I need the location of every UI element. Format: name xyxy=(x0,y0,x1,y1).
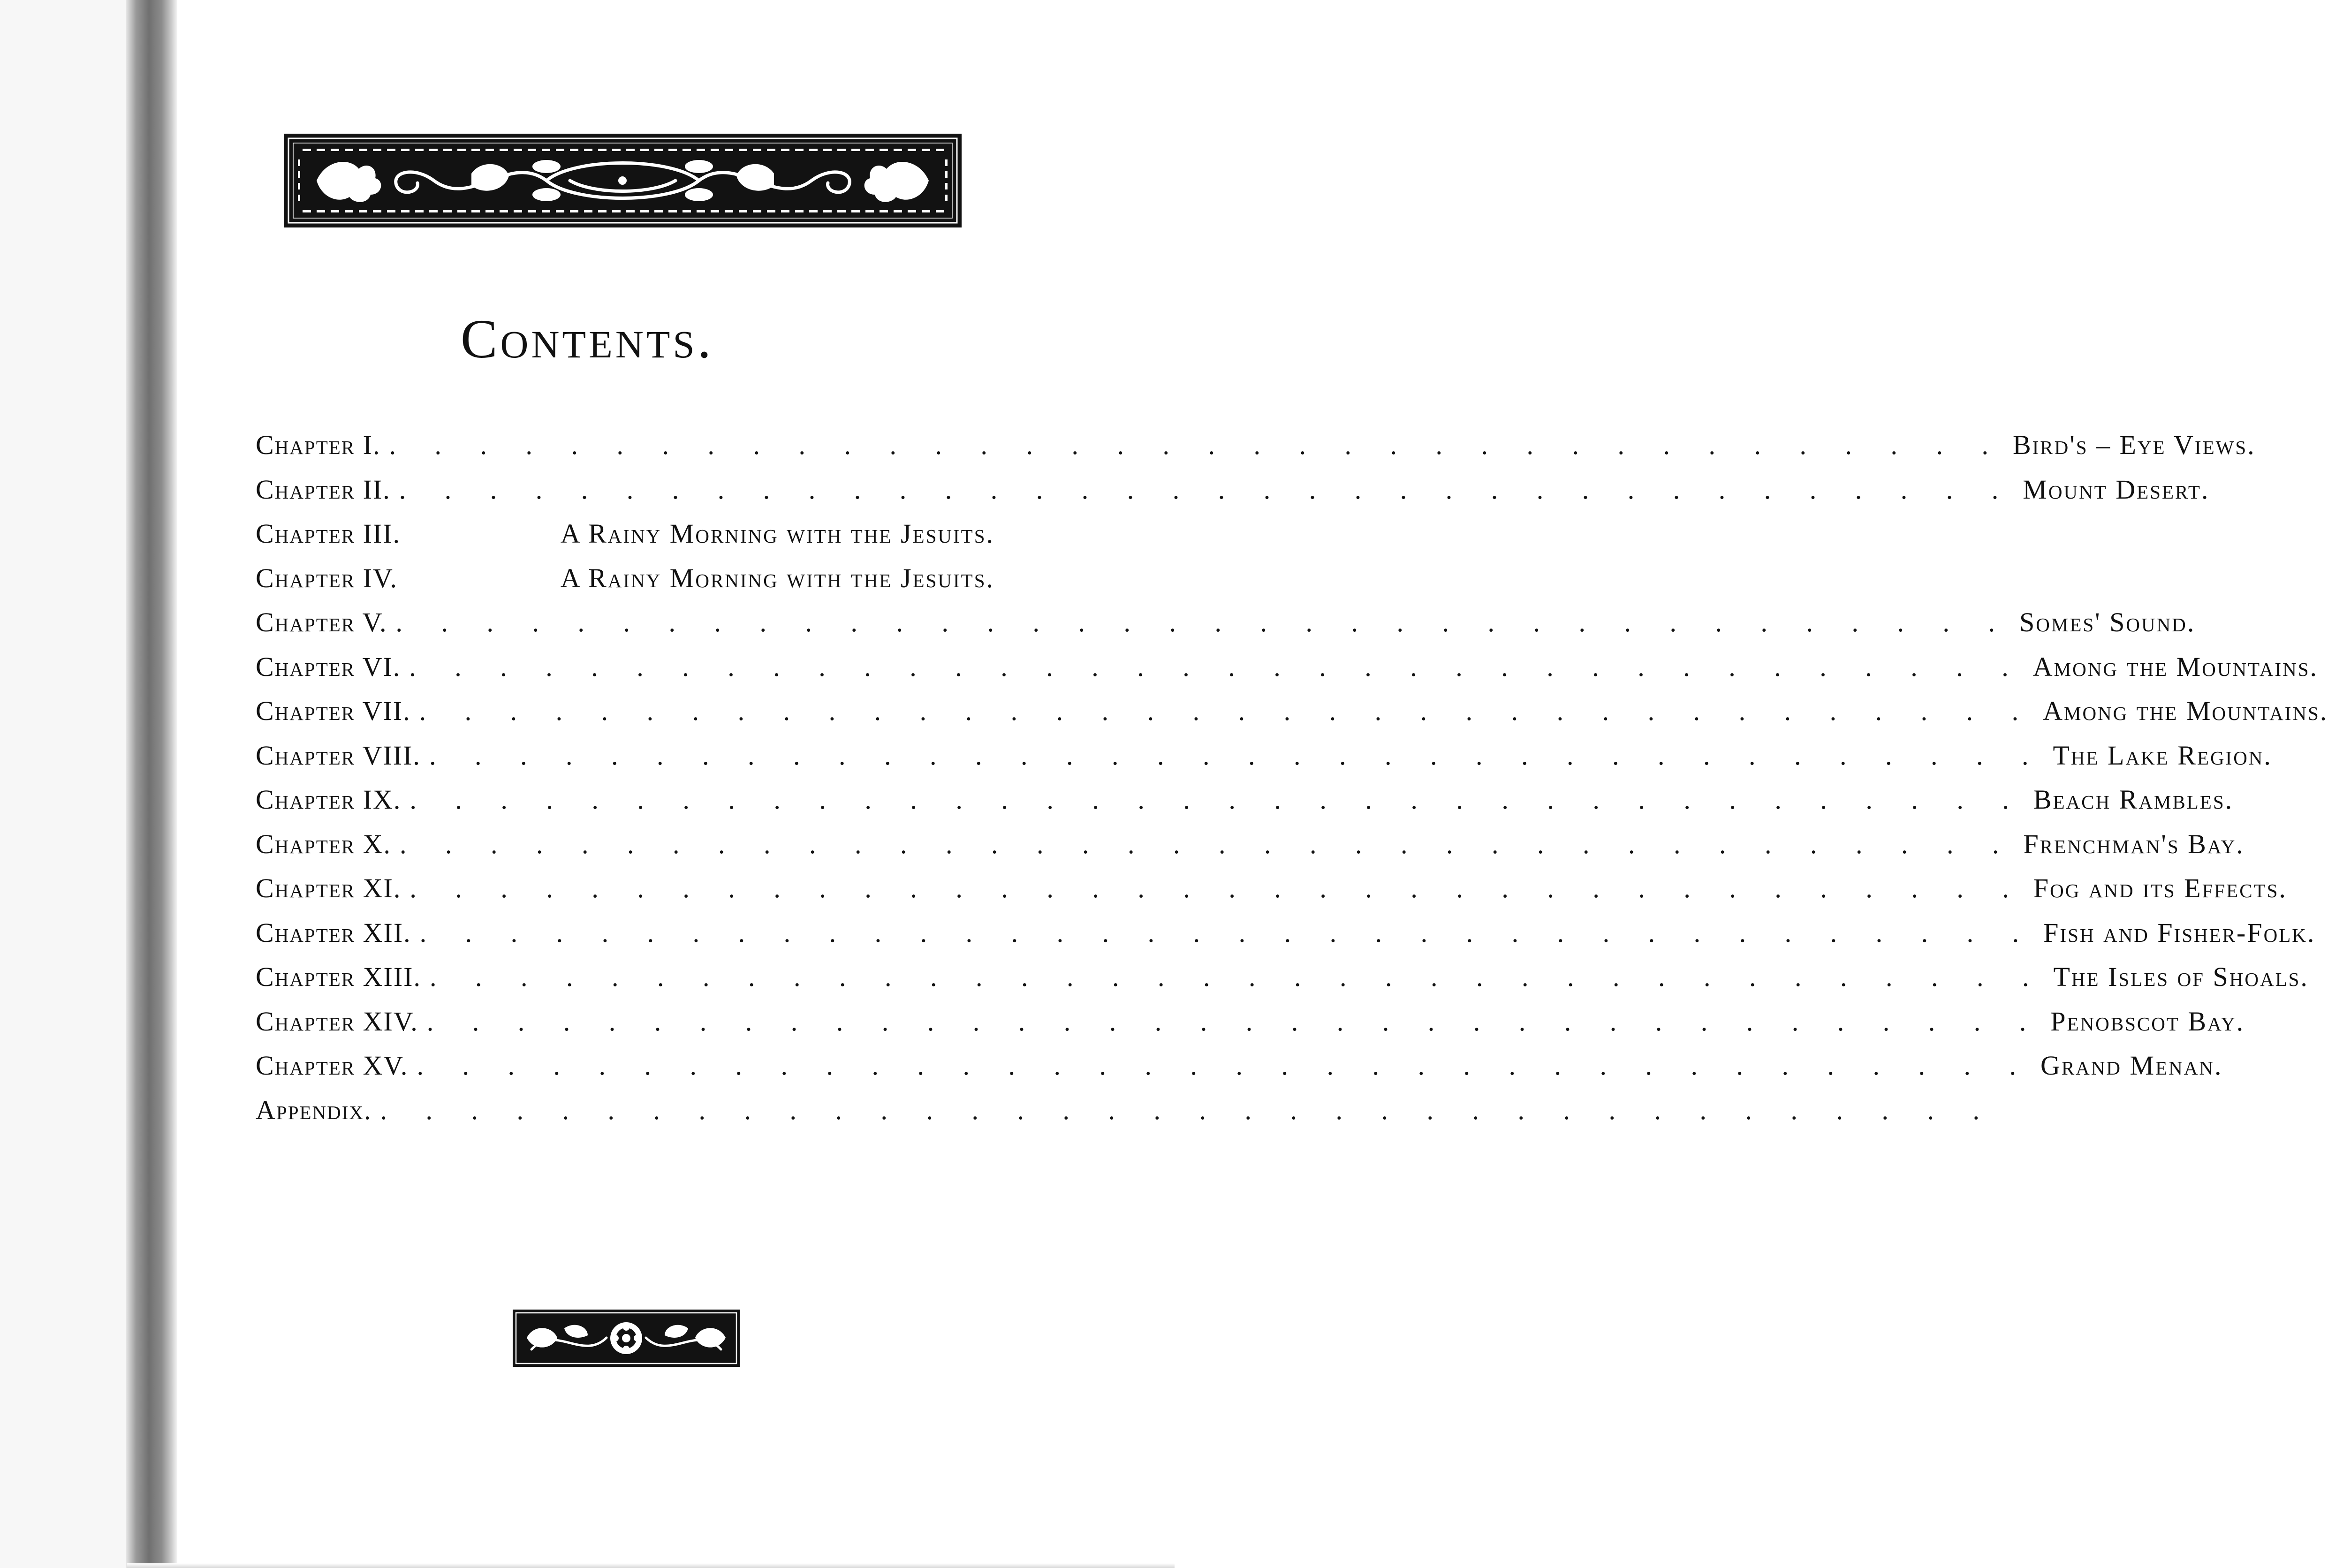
chapter-number: Chapter XIV. xyxy=(256,1006,418,1037)
chapter-title: The Lake Region. xyxy=(2053,740,2272,771)
chapter-number: Chapter V. xyxy=(256,607,387,637)
toc-row xyxy=(256,1094,1996,1139)
chapter-number: Chapter I. xyxy=(256,430,381,460)
toc-row xyxy=(256,872,2287,917)
toc-row xyxy=(256,1050,2223,1094)
chapter-title: Beach Rambles. xyxy=(2033,784,2234,815)
dot-leader: . . . . . . . . . . . . . . . . . . . . . . . . . . . . . . . . . . . . xyxy=(417,1050,2032,1081)
chapter-title: Grand Menan. xyxy=(2040,1050,2223,1081)
dot-leader: . . . . . . . . . . . . . . . . . . . . . . . . . . . . . . . . . . . . xyxy=(399,474,2015,505)
dot-leader: . . . . . . . . . . . . . . . . . . . . . . . . . . . . . . . . . . . . xyxy=(409,651,2025,682)
dot-leader: . . . . . . . . . . . . . . . . . . . . . . . . . . . . . . . . . . . . xyxy=(395,607,2011,637)
chapter-number: Chapter IV. xyxy=(256,562,398,593)
chapter-title: The Isles of Shoals. xyxy=(2053,962,2309,992)
chapter-title: Bird's – Eye Views. xyxy=(2012,430,2256,460)
chapter-title: Fog and its Effects. xyxy=(2033,873,2287,903)
page-bottom-edge xyxy=(127,1563,1175,1568)
dot-leader: . . . . . . . . . . . . . . . . . . . . . . . . . . . . . . . . . . . . xyxy=(409,873,2025,903)
dot-leader: . . . . . . . . . . . . . . . . . . . . . . . . . . . . . . . . . . . . xyxy=(389,430,2004,460)
chapter-title: A Rainy Morning with the Jesuits. xyxy=(560,562,994,593)
page-title: Contents. xyxy=(460,308,714,370)
chapter-title: Frenchman's Bay. xyxy=(2023,828,2245,859)
toc-row xyxy=(256,606,2196,651)
chapter-number: Chapter XI. xyxy=(256,873,402,903)
toc-row xyxy=(256,518,994,562)
chapter-number: Appendix. xyxy=(256,1094,372,1125)
toc-row xyxy=(256,828,2245,873)
dot-leader: . . . . . . . . . . . . . . . . . . . . . . . . . . . . . . . . . . . . xyxy=(429,740,2045,771)
chapter-title: Penobscot Bay. xyxy=(2050,1006,2245,1037)
dot-leader: . . . . . . . . . . . . . . . . . . . . . . . . . . . . . . . . . . . . xyxy=(409,784,2025,815)
toc-row xyxy=(256,1006,2245,1050)
chapter-number: Chapter VIII. xyxy=(256,740,421,771)
table-of-contents xyxy=(256,429,2328,1138)
left-page-edge xyxy=(0,0,129,1568)
dot-leader: . . . . . . . . . . . . . . . . . . . . . . . . . . . . . . . . . . . . xyxy=(419,696,2035,726)
dot-leader: . . . . . . . . . . . . . . . . . . . . . . . . . . . . . . . . . . . . xyxy=(380,1094,1996,1125)
floral-tailpiece-ornament xyxy=(513,1310,740,1367)
chapter-title: Fish and Fisher-Folk. xyxy=(2043,917,2316,948)
toc-row xyxy=(256,562,994,607)
toc-row xyxy=(256,961,2309,1006)
chapter-number: Chapter II. xyxy=(256,474,391,505)
toc-row xyxy=(256,784,2234,828)
toc-row xyxy=(256,651,2318,696)
chapter-number: Chapter XII. xyxy=(256,917,411,948)
dot-leader: . . . . . . . . . . . . . . . . . . . . . . . . . . . . . . . . . . . . xyxy=(429,962,2045,992)
chapter-title: Mount Desert. xyxy=(2023,474,2210,505)
toc-row xyxy=(256,740,2272,784)
chapter-number: Chapter IX. xyxy=(256,784,402,815)
chapter-title: Among the Mountains. xyxy=(2043,696,2328,726)
chapter-number: Chapter XV. xyxy=(256,1050,409,1081)
chapter-number: Chapter VI. xyxy=(256,651,401,682)
toc-row xyxy=(256,474,2210,518)
toc-row xyxy=(256,429,2256,474)
chapter-title: A Rainy Morning with the Jesuits. xyxy=(560,518,994,549)
dot-leader: . . . . . . . . . . . . . . . . . . . . . . . . . . . . . . . . . . . . xyxy=(419,917,2035,948)
chapter-number: Chapter III. xyxy=(256,518,401,549)
toc-row xyxy=(256,695,2328,740)
chapter-title: Somes' Sound. xyxy=(2019,607,2196,637)
dot-leader: . . . . . . . . . . . . . . . . . . . . . . . . . . . . . . . . . . . . xyxy=(426,1006,2042,1037)
chapter-title: Among the Mountains. xyxy=(2032,651,2318,682)
chapter-number: Chapter X. xyxy=(256,828,392,859)
floral-banner-ornament xyxy=(284,134,962,227)
toc-row xyxy=(256,917,2316,962)
chapter-number: Chapter VII. xyxy=(256,696,411,726)
book-gutter xyxy=(126,0,177,1568)
chapter-number: Chapter XIII. xyxy=(256,962,421,992)
dot-leader: . . . . . . . . . . . . . . . . . . . . . . . . . . . . . . . . . . . . xyxy=(400,828,2015,859)
